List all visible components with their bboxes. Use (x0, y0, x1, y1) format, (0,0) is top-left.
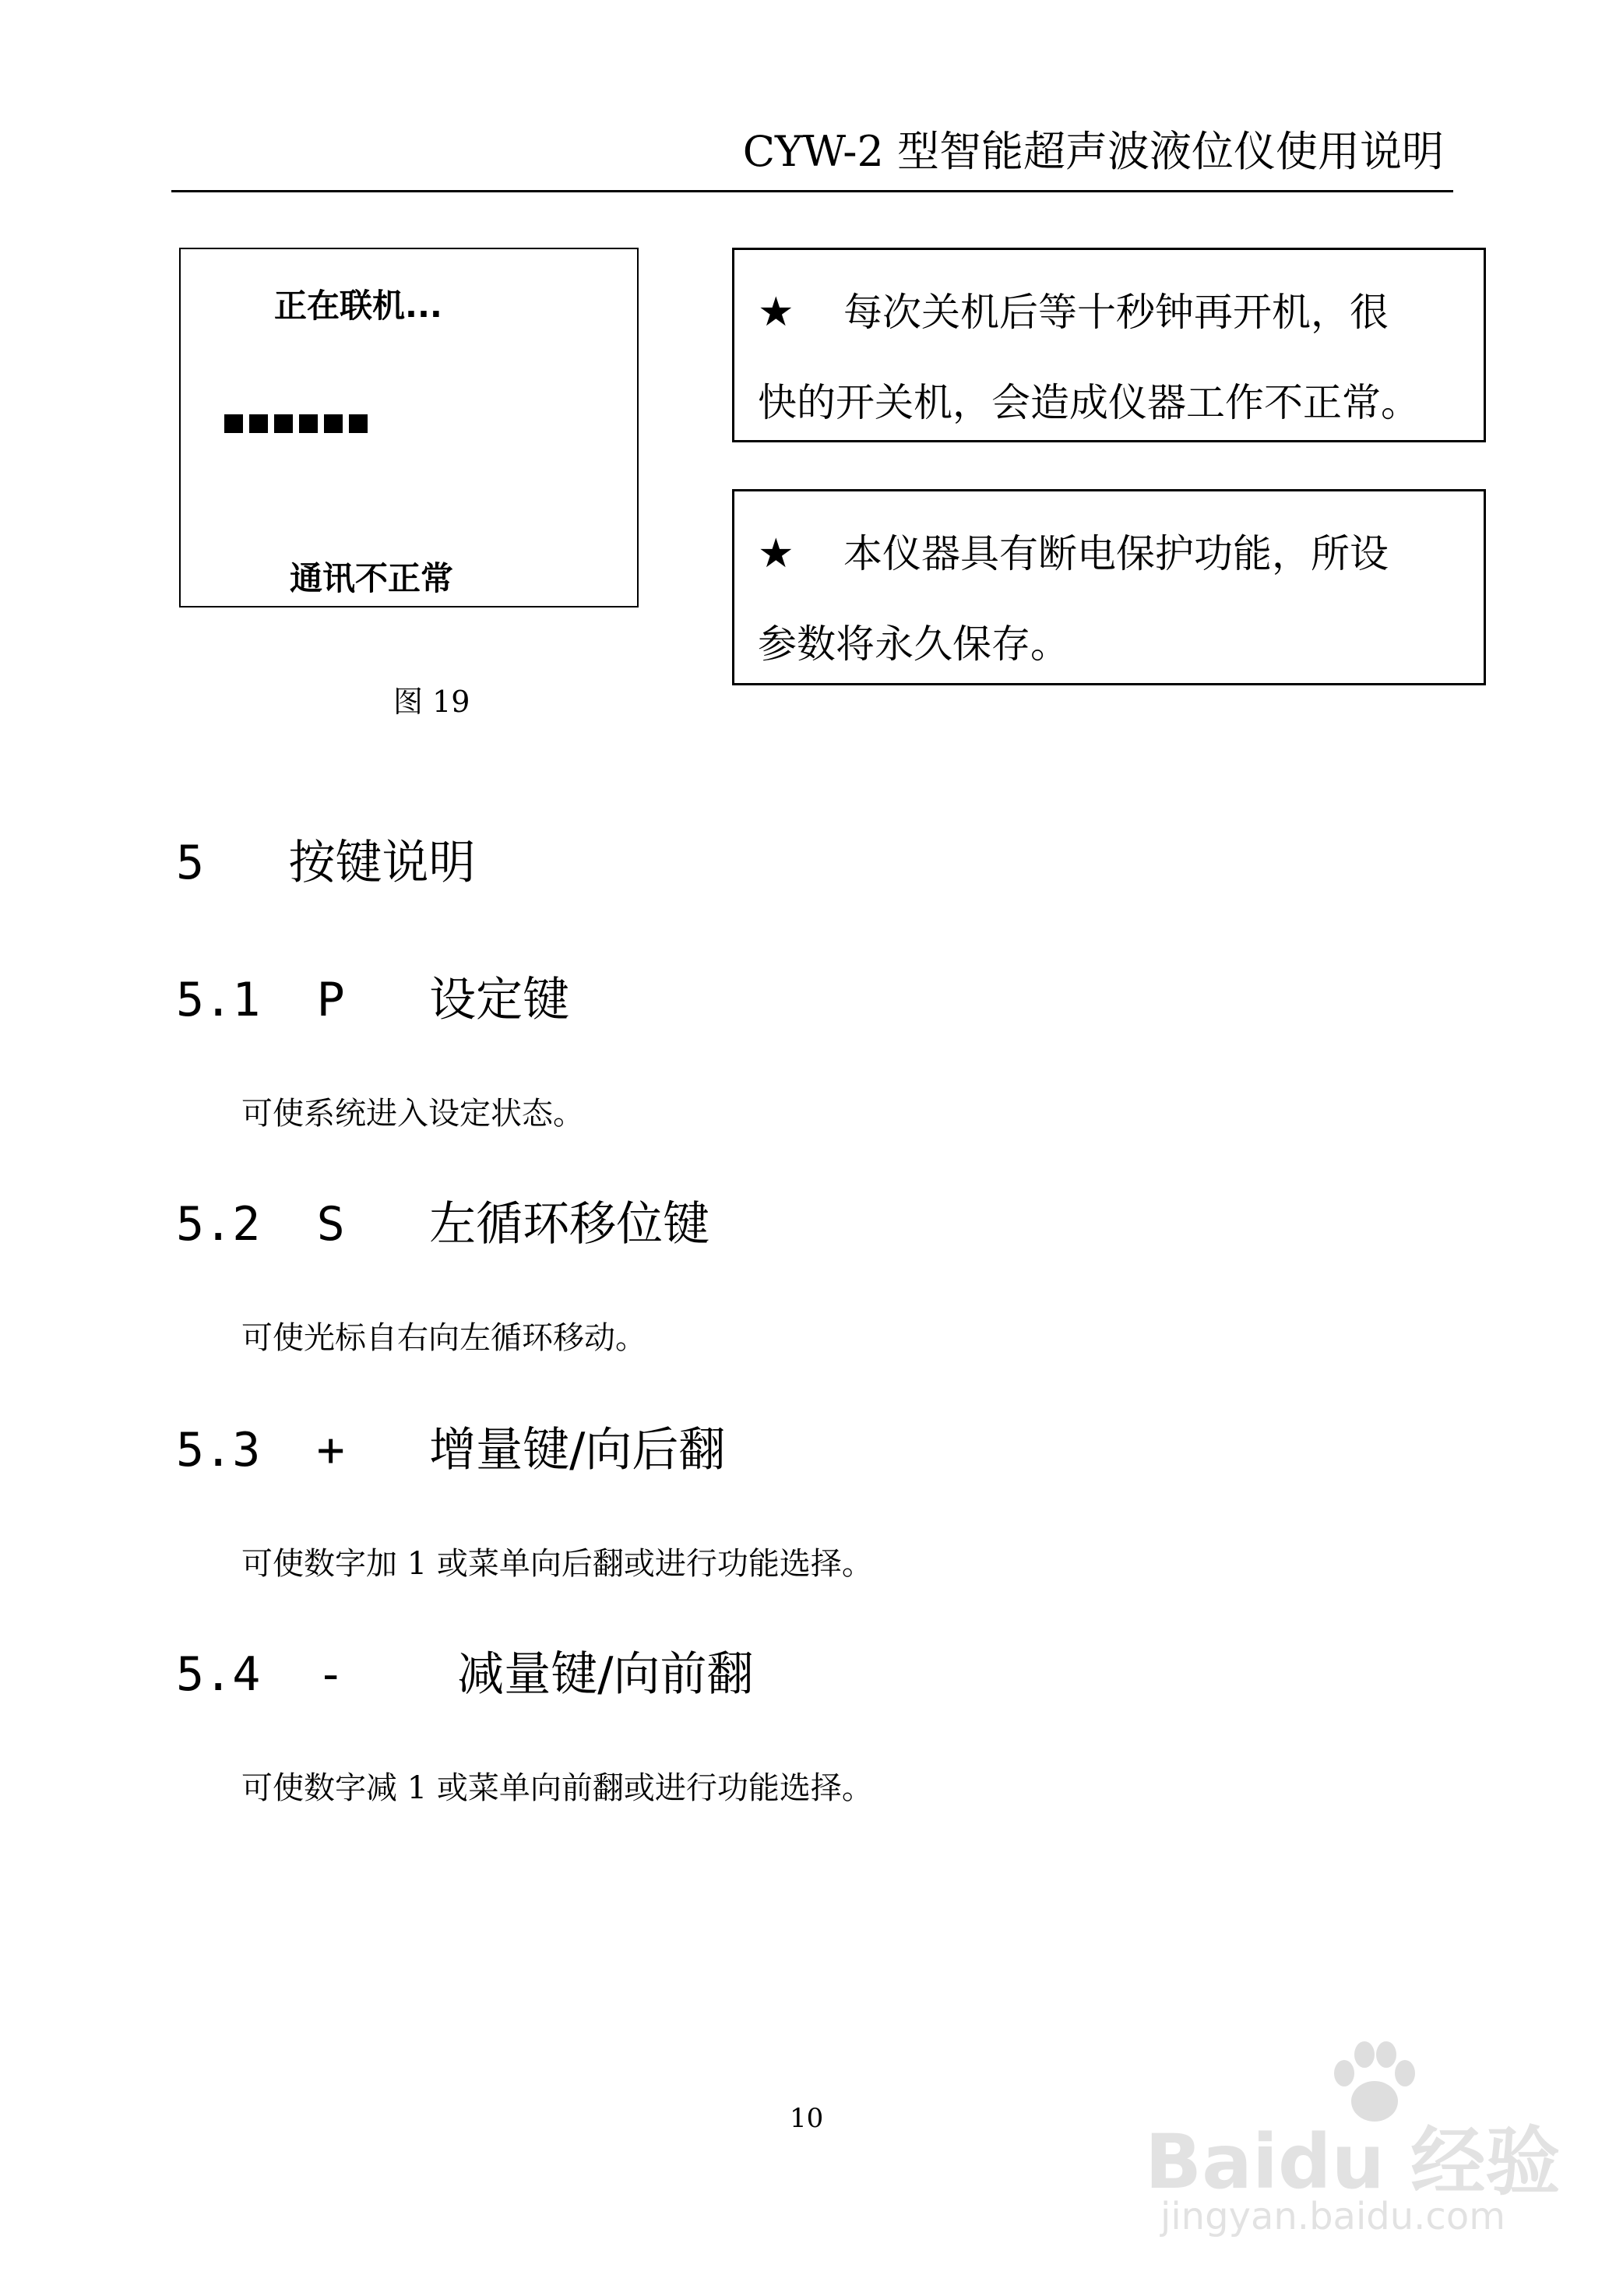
key-symbol: S (316, 1197, 345, 1252)
screen-progress-bar (224, 414, 368, 433)
progress-block (299, 414, 318, 433)
lcd-screen-figure (179, 248, 639, 607)
note-line: 快的开关机，会造成仪器工作不正常。 (758, 380, 1420, 425)
progress-block (349, 414, 368, 433)
watermark-brand: Baidu 经验 (1145, 2118, 1561, 2206)
subsection-heading-minus-key (176, 1647, 754, 1702)
note-line: 参数将永久保存。 (758, 622, 1069, 667)
section-number: 5 (176, 836, 205, 890)
screen-error-text: 通讯不正常 (290, 559, 454, 597)
page-number: 10 (790, 2103, 824, 2134)
progress-block (249, 414, 268, 433)
subsection-number: 5.4 (176, 1647, 261, 1702)
note-box-restart (732, 248, 1486, 442)
key-symbol: + (316, 1423, 345, 1477)
progress-block (274, 414, 293, 433)
progress-block (324, 414, 343, 433)
figure-caption: 图 19 (393, 685, 470, 719)
key-description: 可使数字减 1 或菜单向前翻或进行功能选择。 (241, 1770, 873, 1806)
note-line: 本仪器具有断电保护功能，所设 (843, 531, 1389, 576)
key-description: 可使数字加 1 或菜单向后翻或进行功能选择。 (241, 1546, 873, 1582)
watermark-url: jingyan.baidu.com (1160, 2195, 1505, 2238)
key-symbol: P (316, 973, 345, 1027)
section-heading (176, 836, 476, 890)
key-name: 设定键 (429, 973, 570, 1027)
baidu-jingyan-watermark (1145, 2041, 1561, 2243)
key-name: 增量键/向后翻 (429, 1423, 726, 1477)
subsection-heading-p-key (176, 973, 570, 1027)
key-name: 左循环移位键 (429, 1197, 710, 1252)
key-symbol: - (316, 1647, 345, 1702)
note-line: 每次关机后等十秒钟再开机，很 (843, 290, 1389, 335)
star-icon: ★ (758, 289, 794, 336)
subsection-number: 5.3 (176, 1423, 261, 1477)
star-icon: ★ (758, 530, 794, 577)
subsection-number: 5.1 (176, 973, 261, 1027)
header-rule (171, 190, 1453, 192)
progress-block (224, 414, 243, 433)
key-description: 可使系统进入设定状态。 (241, 1096, 584, 1132)
subsection-number: 5.2 (176, 1197, 261, 1252)
subsection-heading-plus-key (176, 1423, 726, 1477)
section-title: 按键说明 (288, 836, 476, 890)
key-name: 减量键/向前翻 (457, 1647, 754, 1702)
screen-connecting-text: 正在联机... (274, 287, 442, 325)
subsection-heading-s-key (176, 1197, 710, 1252)
note-box-power-protection (732, 489, 1486, 685)
key-description: 可使光标自右向左循环移动。 (241, 1320, 646, 1356)
document-header-title: CYW-2 型智能超声波液位仪使用说明 (742, 127, 1444, 176)
